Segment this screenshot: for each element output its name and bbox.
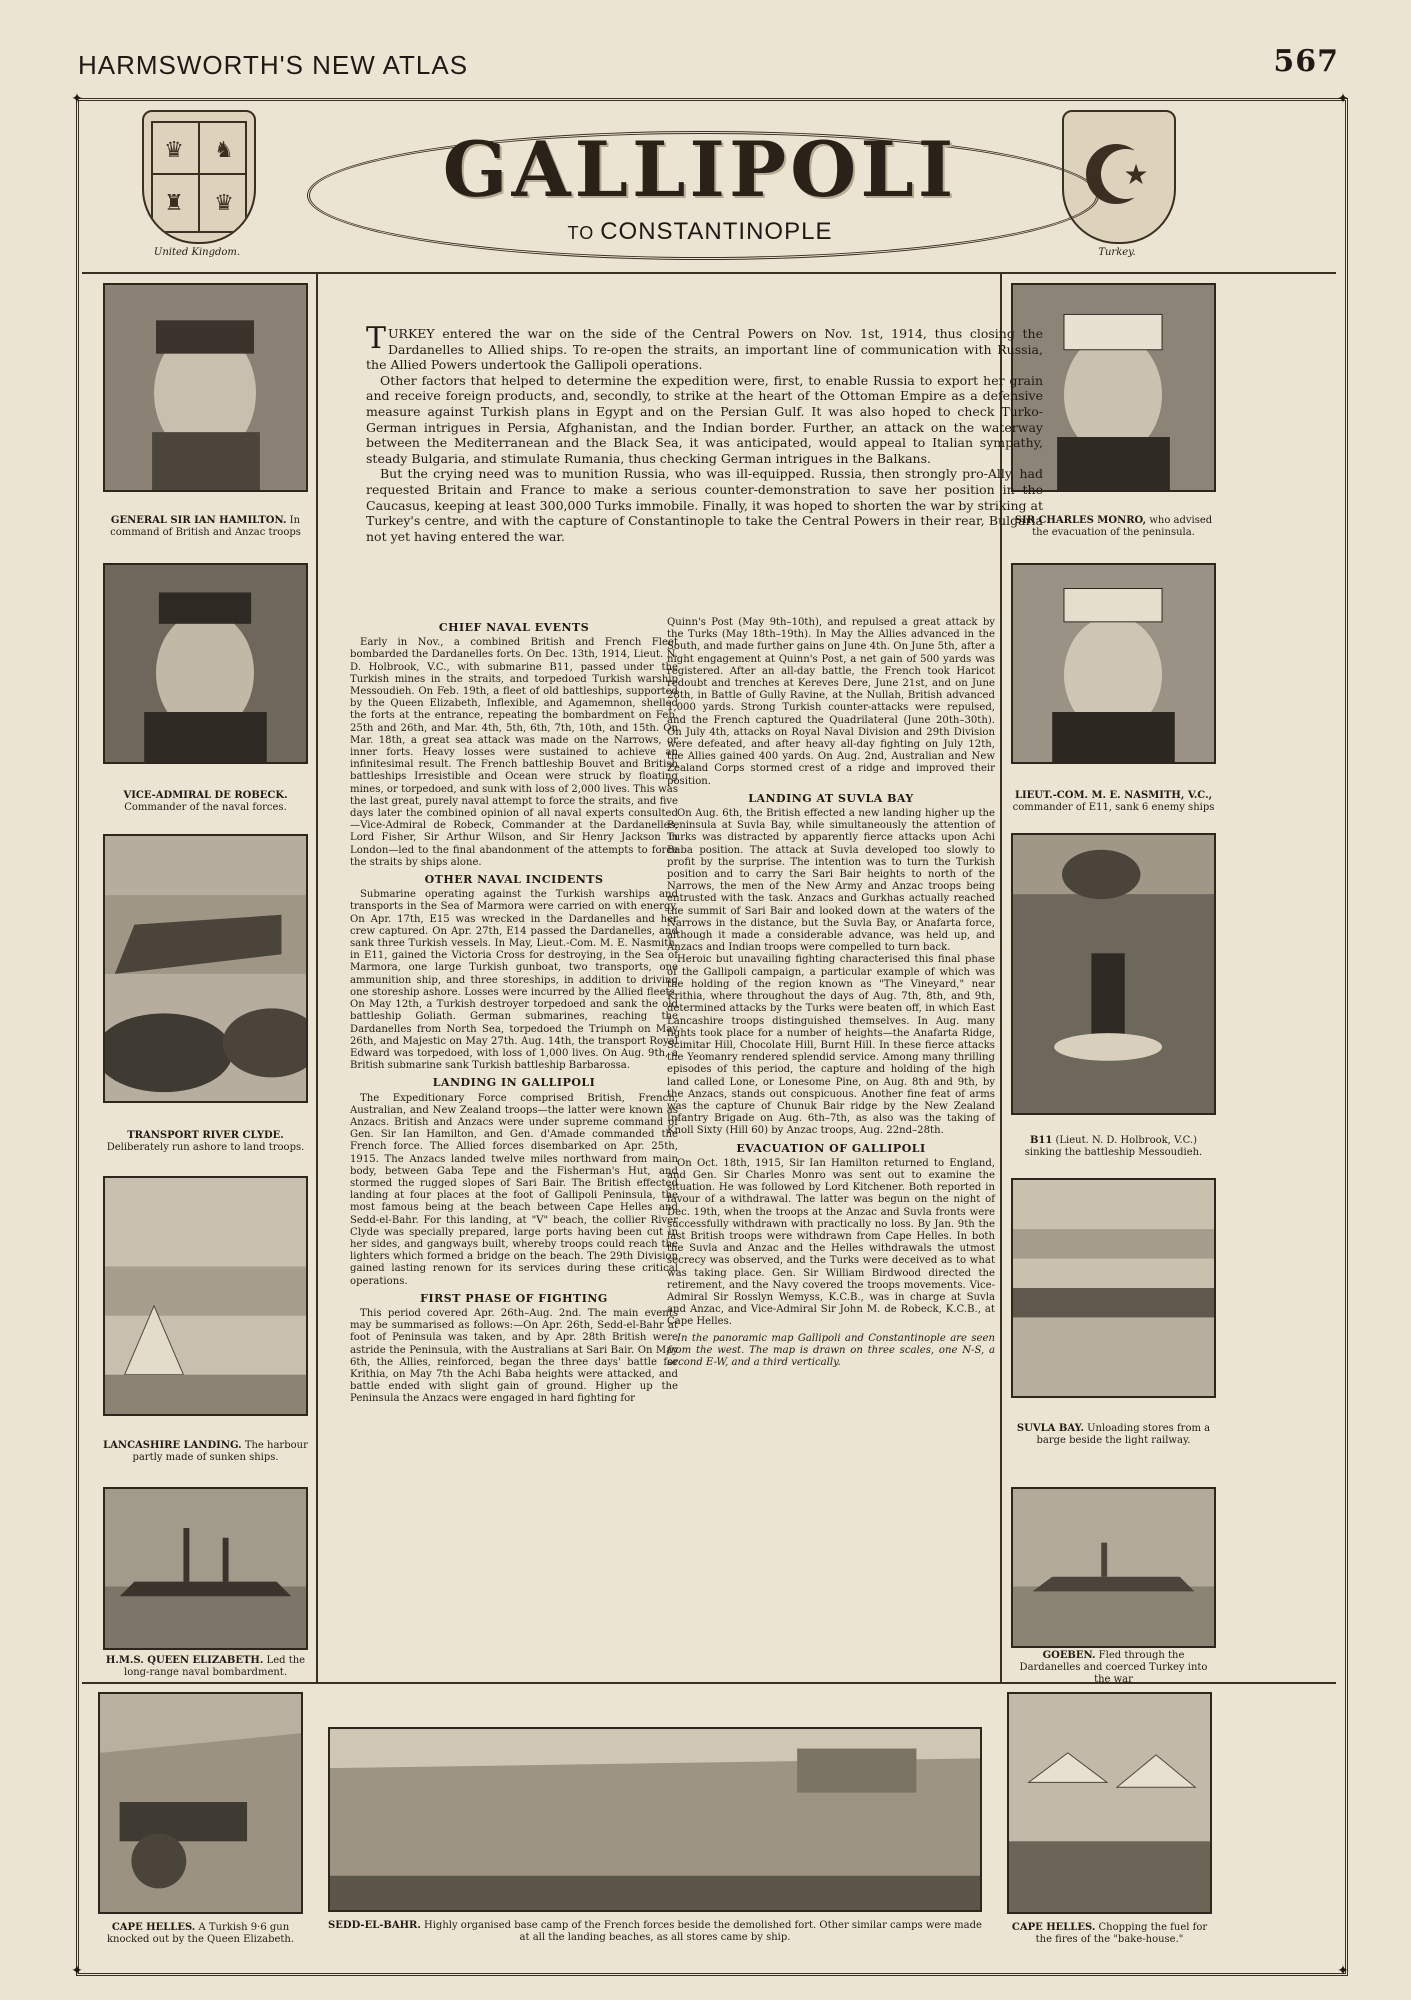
corner-ornament: ✦ [1337, 91, 1349, 107]
text-suvla-2: Heroic but unavailing fighting characterised this final phase of the Gallipoli campaign, a particular example of which was the holding of the region known as "The Vineyard," near Krithia, where throughout the days of Aug. 7th, 8th, and 9th, determined attacks by the Turks were beaten off, in which East Lancashire troops distinguished themselves. In Aug. many fights took place for a number of heights—the Anafarta Ridge, Scimitar Hill, Chocolate Hill, Burnt Hill. In these fierce attacks the Yeomanry rendered splendid service. Among many thrilling episodes of this period, the capture and holding of the high land called Lone, or Lonesome Pine, on Aug. 8th and 9th, by the Anzacs, stands out conspicuous. Another fine feat of arms was the capture of Chunuk Bair ridge by the New Zealand Infantry Brigade on Aug. 6th–7th, as also was the taking of Knoll Sixty (Hill 60) by Anzac troops, Aug. 22nd–28th. [667, 954, 995, 1137]
caption-cape-helles-gun: CAPE HELLES. A Turkish 9·6 gun knocked out by the Queen Elizabeth. [106, 1922, 295, 1945]
svg-text:♜: ♜ [164, 191, 184, 216]
page-subtitle [420, 218, 980, 246]
intro-paragraph-3: But the crying need was to munition Russia, who was ill-equipped. Russia, then strongly pro-Ally, had requested Britain and France to make a serious counter-demonstration to save her position in the Caucasus, keeping at least 300,000 Turks immobile. Finally, it was hoped to shorten the war by striking at Turkey's centre, and with the capture of Constantinople to take the Central Powers in their rear, Bulgaria not yet having entered the war. [366, 466, 1043, 544]
caption-de-robeck: VICE-ADMIRAL DE ROBECK. Commander of the naval forces. [123, 790, 288, 813]
corner-ornament: ✦ [71, 1963, 83, 1979]
caption-sedd-el-bahr: SEDD-EL-BAHR. Highly organised base camp of the French forces beside the demolished fort. Other similar camps were made at all the landing beaches, as all stores came by ship. [328, 1920, 982, 1943]
heading-first-phase: FIRST PHASE OF FIGHTING [420, 1291, 608, 1305]
photo-queen-elizabeth [103, 1487, 308, 1650]
page-number: 567 [1273, 44, 1339, 79]
map-note: In the panoramic map Gallipoli and Constantinople are seen from the west. The map is drawn on three scales, one N-S, a second E-W, and a third vertically. [667, 1332, 995, 1368]
text-evacuation: On Oct. 18th, 1915, Sir Ian Hamilton returned to England, and Gen. Sir Charles Monro was sent out to examine the situation. He was followed by Lord Kitchener. Both reported in favour of a withdrawal. The latter was begun on the night of Dec. 19th, when the troops at the Anzac and Suvla fronts were successfully withdrawn with practically no loss. By Jan. 9th the last British troops were withdrawn from Cape Helles. In both the Suvla and Anzac and the Helles withdrawals the utmost secrecy was observed, and the Turks were deceived as to what was taking place. Gen. Sir William Birdwood directed the retirement, and the Navy covered the troops movements. Vice-Admiral Sir Rosslyn Wemyss, K.C.B., was in charge at Suvla and Anzac, and Vice-Admiral Sir John M. de Robeck, K.C.B., at Cape Helles. [667, 1157, 995, 1328]
photo-sedd-el-bahr [328, 1727, 982, 1912]
intro-paragraph-2: Other factors that helped to determine the expedition were, first, to enable Russia to export her grain and receive foreign products, and, secondly, to strike at the heart of the Ottoman Empire as a defensive measure against Turkish plans in Egypt and on the Persian Gulf. It was also hoped to check Turko-German intrigues in Persia, Afghanistan, and the Indian border. Further, an attack on the waterway between the Mediterranean and the Black Sea, it was anticipated, would appeal to Italian sympathy, steady Bulgaria, and stimulate Rumania, thus checking German intrigues in the Balkans. [366, 372, 1043, 466]
united-kingdom-crest [142, 110, 256, 244]
photo-goeben [1011, 1487, 1216, 1648]
svg-text:♞: ♞ [214, 138, 234, 163]
caption-monro: SIR CHARLES MONRO, who advised the evacuation of the peninsula. [1014, 515, 1213, 538]
crest-caption-turkey: Turkey. [1098, 247, 1136, 258]
svg-text:♛: ♛ [164, 138, 184, 163]
photo-de-robeck [103, 563, 308, 764]
caption-river-clyde: TRANSPORT RIVER CLYDE. Deliberately run ashore to land troops. [106, 1130, 305, 1153]
text-naval-events: Early in Nov., a combined British and French Fleet bombarded the Dardanelles forts. On Dec. 13th, 1914, Lieut. N. D. Holbrook, V.C., with submarine B11, passed under the Turkish mines in the straits, and torpedoed Turkish warship Messoudieh. On Feb. 19th, a fleet of old battleships, supported by the Queen Elizabeth, Inflexible, and Agamemnon, shelled the forts at the entrance, repeating the bombardment on Feb. 25th and 26th, and Mar. 4th, 5th, 6th, 7th, 10th, and 15th. On Mar. 18th, a great sea attack was made on the Narrows, or inner forts. Heavy losses were sustained to achieve an infinitesimal result. The French battleship Bouvet and British battleships Irresistible and Ocean were struck by floating mines, or torpedoed, and sunk with loss of 2,000 lives. This was the last great, purely naval attempt to force the straits, and five days later the combined opinion of all naval experts consulted—Vice-Admiral de Robeck, Commander at the Dardanelles, Lord Fisher, Sir Arthur Wilson, and Sir Henry Jackson in London—led to the final abandonment of the attempts to force the straits by ships alone. [350, 637, 678, 868]
intro-text [366, 321, 1043, 544]
heading-landing: LANDING IN GALLIPOLI [432, 1076, 596, 1090]
text-suvla-1: On Aug. 6th, the British effected a new landing higher up the Peninsula at Suvla Bay, while simultaneously the attention of Turks was distracted by apparently fierce attacks upon Achi Baba position. The attack at Suvla developed too slowly to profit by the surprise. The intention was to turn the Turkish position and to carry the Sari Bair heights to north of the Narrows, the men of the New Army and Anzac troops being entrusted with the task. Anzacs and Gurkhas actually reached the summit of Sari Bair and looked down at the waters of the Narrows in the distance, but the Suvla Bay, or Anafarta force, although it made a considerable advance, was held up, and Anzacs and Indian troops were compelled to turn back. [667, 808, 995, 954]
text-first-phase: This period covered Apr. 26th–Aug. 2nd. The main events may be summarised as follows:—On Apr. 26th, Sedd-el-Bahr at foot of Peninsula was taken, and by Apr. 28th British were astride the Peninsula, with the Australians at Sari Bair. On May 6th, the Allies, reinforced, began the three days' battle for Krithia, on May 7th the Achi Baba heights were attacked, and battle ended with slight gain of ground. Higher up the Peninsula the Anzacs were engaged in hard fighting for [350, 1307, 678, 1405]
photo-cape-helles-fuel [1007, 1692, 1212, 1914]
photo-lancashire-landing [103, 1176, 308, 1416]
text-column-right [667, 617, 995, 1369]
photo-river-clyde [103, 834, 308, 1103]
publication-title: HARMSWORTH'S NEW ATLAS [78, 50, 469, 80]
text-landing: The Expeditionary Force comprised British, French, Australian, and New Zealand troops—the latter were known as Anzacs. British and Anzacs were under supreme command of Gen. Sir Ian Hamilton, and Gen. d'Amade commanded the French force. The Allied forces disembarked on Apr. 25th, 1915. The Anzacs landed twelve miles northward from main body, between Gaba Tepe and the Fisherman's Hut, and stormed the rugged slopes of Sari Bair. The British effected landing at four places at the foot of Gallipoli Peninsula, the most famous being at the beach between Cape Helles and Sedd-el-Bahr. For this landing, at "V" beach, the collier River Clyde was specially prepared, large ports having been cut in her sides, and gangways built, whereby troops could reach the lighters which formed a bridge on the beach. The 29th Division gained lasting renown for its services during these critical operations. [350, 1092, 678, 1287]
running-head [78, 44, 1339, 84]
intro-paragraph-1: TURKEY entered the war on the side of the Central Powers on Nov. 1st, 1914, thus closing the Dardanelles to Allied ships. To re-open the straits, an important line of communication with Russia, the Allied Powers undertook the Gallipoli operations. [366, 321, 1043, 373]
heading-suvla: LANDING AT SUVLA BAY [748, 791, 914, 805]
heading-naval-incidents: OTHER NAVAL INCIDENTS [424, 873, 604, 887]
svg-text:★: ★ [1123, 158, 1149, 191]
svg-text:♛: ♛ [214, 191, 234, 216]
photo-hamilton [103, 283, 308, 492]
photo-nasmith [1011, 563, 1216, 764]
caption-suvla-bay: SUVLA BAY. Unloading stores from a barge beside the light railway. [1016, 1423, 1211, 1446]
caption-goeben: GOEBEN. Fled through the Dardanelles and coerced Turkey into the war [1019, 1650, 1208, 1685]
caption-cape-helles-fuel: CAPE HELLES. Chopping the fuel for the fires of the "bake-house." [1011, 1922, 1208, 1945]
heading-naval-events: CHIEF NAVAL EVENTS [438, 621, 590, 634]
caption-nasmith: LIEUT.-COM. M. E. NASMITH, V.C., commander of E11, sank 6 enemy ships [1012, 790, 1215, 813]
caption-lancashire-landing: LANCASHIRE LANDING. The harbour partly made of sunken ships. [103, 1440, 308, 1463]
crest-caption-uk: United Kingdom. [153, 247, 241, 258]
page-title: GALLIPOLI [442, 125, 958, 214]
caption-hamilton: GENERAL SIR IAN HAMILTON. In command of British and Anzac troops [110, 515, 301, 538]
heading-evacuation: EVACUATION OF GALLIPOLI [736, 1141, 926, 1155]
photo-b11-submarine [1011, 833, 1216, 1115]
subtitle-to: TO [567, 223, 595, 243]
corner-ornament: ✦ [71, 91, 83, 107]
subtitle-destination: CONSTANTINOPLE [600, 218, 833, 245]
corner-ornament: ✦ [1337, 1963, 1349, 1979]
photo-cape-helles-gun [98, 1692, 303, 1914]
caption-b11-submarine: B11 (Lieut. N. D. Holbrook, V.C.) sinking the battleship Messoudieh. [1024, 1135, 1203, 1158]
text-first-phase-continued: Quinn's Post (May 9th–10th), and repulsed a great attack by the Turks (May 18th–19th). In May the Allies advanced in the South, and made further gains on June 4th. On June 5th, after a night engagement at Quinn's Post, a net gain of 500 yards was registered. After an all-day battle, the French took Haricot redoubt and trenches at Kereves Dere, June 21st, and on June 28th, in Battle of Gully Ravine, at the Nullah, British advanced 1,000 yards. Strong Turkish counter-attacks were repulsed, and the French captured the Quadrilateral (June 20th–30th). On July 4th, attacks on Royal Naval Division and 29th Division were defeated, and after heavy all-day fighting on July 12th, the Allies gained 400 yards. On Aug. 2nd, Australian and New Zealand Corps stormed crest of a ridge and improved their position. [667, 617, 995, 787]
drop-cap: T [366, 321, 387, 356]
photo-suvla-bay [1011, 1178, 1216, 1398]
column-rule [316, 272, 318, 1682]
text-naval-incidents: Submarine operating against the Turkish warships and transports in the Sea of Marmora were carried on with energy. On Apr. 17th, E15 was wrecked in the Dardanelles and her crew captured. On Apr. 27th, E14 passed the Dardanelles, and sank three Turkish vessels. In May, Lieut.-Com. M. E. Nasmith, in E11, gained the Victoria Cross for destroying, in the Sea of Marmora, one large Turkish gunboat, two transports, one ammunition ship, and three storeships, in addition to driving one storeship ashore. Losses were incurred by the Allied fleets. On May 12th, a Turkish destroyer torpedoed and sank the old battleship Goliath. German submarines, reaching the Dardanelles from North Sea, torpedoed the Triumph on May 26th, and Majestic on May 27th. Aug. 14th, the transport Royal Edward was torpedoed, with loss of 1,000 lives. On Aug. 9th, a British submarine sank Turkish battleship Barbarossa. [350, 889, 678, 1072]
text-column-left [350, 617, 678, 1406]
caption-queen-elizabeth: H.M.S. QUEEN ELIZABETH. Led the long-range naval bombardment. [105, 1655, 306, 1678]
header-rule [82, 272, 1336, 274]
